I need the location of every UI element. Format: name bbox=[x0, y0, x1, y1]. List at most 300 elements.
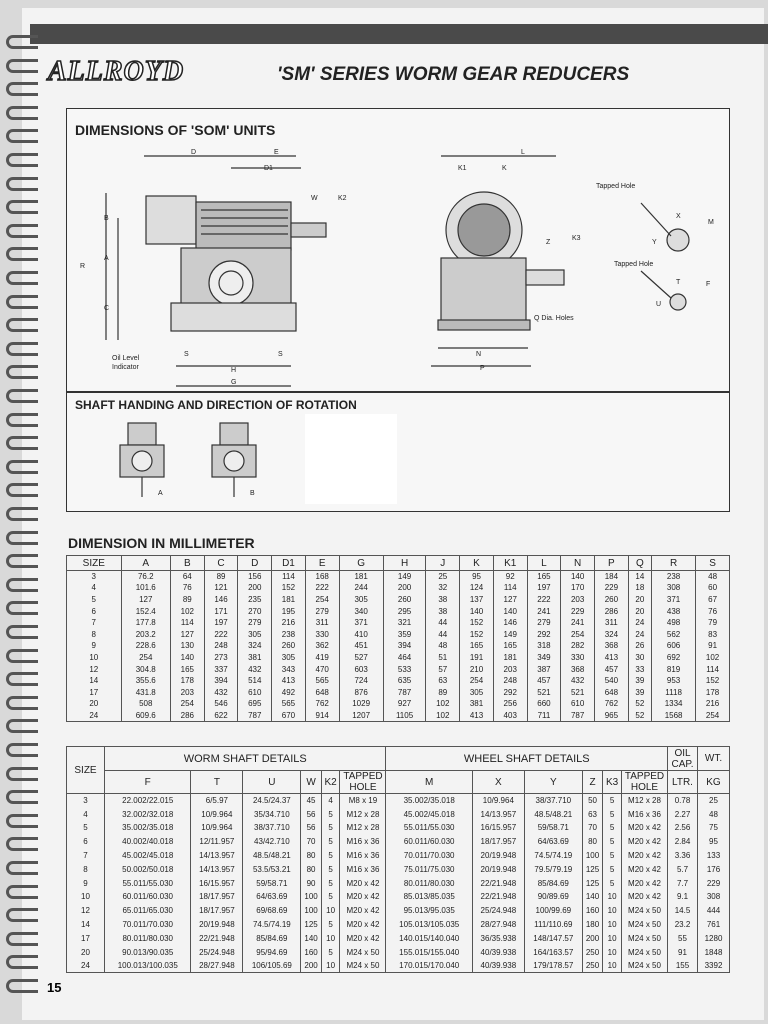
table-cell: 38 bbox=[426, 594, 460, 606]
table-cell: 222 bbox=[204, 628, 238, 640]
table-cell: 10 bbox=[603, 890, 622, 904]
table-cell: 279 bbox=[527, 617, 561, 629]
table-row bbox=[67, 698, 730, 710]
table-cell: 432 bbox=[561, 675, 595, 687]
table-cell: 305 bbox=[339, 594, 383, 606]
table-cell: 438 bbox=[652, 605, 696, 617]
table-cell: 197 bbox=[527, 582, 561, 594]
table-cell: 32.002/32.018 bbox=[105, 807, 191, 821]
table-cell: 10 bbox=[67, 890, 105, 904]
table-cell: 14 bbox=[67, 675, 122, 687]
table-cell: 22/21.948 bbox=[472, 876, 524, 890]
table-cell: 76.2 bbox=[121, 571, 170, 583]
table-cell: 55 bbox=[668, 931, 698, 945]
table-cell: 140 bbox=[170, 652, 204, 664]
table-cell: 250 bbox=[582, 945, 602, 959]
table-cell: 85/84.69 bbox=[524, 876, 582, 890]
binding-ring bbox=[6, 106, 38, 120]
table-cell: M24 x 50 bbox=[622, 959, 668, 973]
table-cell: 876 bbox=[339, 686, 383, 698]
table-cell: 203 bbox=[561, 594, 595, 606]
table-cell: 24.5/24.37 bbox=[243, 794, 301, 808]
label-f: F bbox=[706, 281, 711, 288]
table-cell: 180 bbox=[582, 918, 602, 932]
table-cell: 203.2 bbox=[121, 628, 170, 640]
table-cell: 171 bbox=[204, 605, 238, 617]
table-cell: 33 bbox=[628, 663, 651, 675]
oil-level-label: Oil Level bbox=[112, 355, 140, 362]
table-cell: M20 x 42 bbox=[340, 904, 386, 918]
table-cell: 178 bbox=[696, 686, 730, 698]
table-row bbox=[67, 640, 730, 652]
col-x: X bbox=[472, 771, 524, 794]
table-cell: 179/178.57 bbox=[524, 959, 582, 973]
table-cell: 28/27.948 bbox=[472, 918, 524, 932]
dim-col-header: C bbox=[204, 556, 238, 571]
table-cell: 5 bbox=[321, 945, 340, 959]
table-cell: 10 bbox=[321, 904, 340, 918]
table-row bbox=[67, 710, 730, 722]
table-cell: 8 bbox=[67, 628, 122, 640]
table-cell: 59/58.71 bbox=[524, 821, 582, 835]
table-row bbox=[67, 628, 730, 640]
table-row bbox=[67, 862, 730, 876]
table-cell: 286 bbox=[170, 710, 204, 722]
table-cell: 177.8 bbox=[121, 617, 170, 629]
table-row bbox=[67, 821, 730, 835]
table-cell: 9.1 bbox=[668, 890, 698, 904]
table-cell: 170 bbox=[561, 582, 595, 594]
table-cell: 18/17.957 bbox=[472, 835, 524, 849]
table-cell: 9 bbox=[67, 640, 122, 652]
table-cell: 610 bbox=[238, 686, 272, 698]
table-cell: 387 bbox=[527, 663, 561, 675]
table-cell: 762 bbox=[305, 698, 339, 710]
table-cell: 48 bbox=[698, 807, 730, 821]
table-cell: 92 bbox=[493, 571, 527, 583]
binding-ring bbox=[6, 129, 38, 143]
table-cell: 521 bbox=[527, 686, 561, 698]
brand-logo: ALLROYD bbox=[48, 56, 185, 87]
table-cell: 464 bbox=[383, 652, 426, 664]
table-cell: M12 x 28 bbox=[622, 794, 668, 808]
binding-ring bbox=[6, 625, 38, 639]
binding-ring bbox=[6, 365, 38, 379]
table-cell: 181 bbox=[493, 652, 527, 664]
table-cell: 432 bbox=[204, 686, 238, 698]
table-cell: 14 bbox=[67, 918, 105, 932]
table-cell: 20 bbox=[67, 945, 105, 959]
col-kg: KG bbox=[698, 771, 730, 794]
table-cell: 533 bbox=[383, 663, 426, 675]
table-cell: 311 bbox=[595, 617, 629, 629]
table-cell: 24 bbox=[67, 710, 122, 722]
table-cell: 5 bbox=[603, 794, 622, 808]
table-cell: 761 bbox=[698, 918, 730, 932]
table-cell: 6 bbox=[67, 605, 122, 617]
label-u: U bbox=[656, 301, 662, 308]
table-cell: 304.8 bbox=[121, 663, 170, 675]
table-cell: 431.8 bbox=[121, 686, 170, 698]
table-cell: 410 bbox=[339, 628, 383, 640]
table-row bbox=[67, 931, 730, 945]
table-cell: 203 bbox=[170, 686, 204, 698]
table-cell: 80.011/80.030 bbox=[105, 931, 191, 945]
table-cell: 254 bbox=[121, 652, 170, 664]
table-cell: 140 bbox=[561, 571, 595, 583]
table-cell: 457 bbox=[595, 663, 629, 675]
table-cell: 18/17.957 bbox=[191, 890, 243, 904]
table-cell: 5 bbox=[67, 594, 122, 606]
table-cell: 127 bbox=[493, 594, 527, 606]
table-cell: 124 bbox=[460, 582, 494, 594]
table-cell: 635 bbox=[383, 675, 426, 687]
table-cell: 90/89.69 bbox=[524, 890, 582, 904]
binding-ring bbox=[6, 200, 38, 214]
q-holes-label: Q Dia. Holes bbox=[534, 315, 574, 322]
table-cell: 164/163.57 bbox=[524, 945, 582, 959]
table-cell: 125 bbox=[301, 918, 321, 932]
table-cell: 70.011/70.030 bbox=[386, 849, 472, 863]
wt-header: WT. bbox=[698, 747, 730, 771]
binding-ring bbox=[6, 885, 38, 899]
table-cell: 195 bbox=[272, 605, 306, 617]
table-cell: 67 bbox=[696, 594, 730, 606]
table-cell: 5 bbox=[603, 849, 622, 863]
table-row bbox=[67, 876, 730, 890]
binding-ring bbox=[6, 767, 38, 781]
table-cell: 36/35.938 bbox=[472, 931, 524, 945]
col-t: T bbox=[191, 771, 243, 794]
table-cell: 787 bbox=[238, 710, 272, 722]
table-cell: 102 bbox=[696, 652, 730, 664]
table-cell: 91 bbox=[668, 945, 698, 959]
table-cell: 241 bbox=[561, 617, 595, 629]
table-cell: 10 bbox=[67, 652, 122, 664]
table-row bbox=[67, 594, 730, 606]
handing-label-b: B bbox=[250, 490, 255, 497]
table-cell: 130 bbox=[170, 640, 204, 652]
table-cell: 3392 bbox=[698, 959, 730, 973]
table-cell: 324 bbox=[238, 640, 272, 652]
label-m: M bbox=[708, 219, 714, 226]
binding-ring bbox=[6, 460, 38, 474]
table-row bbox=[67, 652, 730, 664]
label-k3: K3 bbox=[572, 235, 581, 242]
table-cell: 38/37.710 bbox=[243, 821, 301, 835]
blank-panel bbox=[305, 414, 397, 504]
binding-ring bbox=[6, 814, 38, 828]
table-cell: 305 bbox=[460, 686, 494, 698]
table-row bbox=[67, 794, 730, 808]
table-cell: 20/19.948 bbox=[191, 918, 243, 932]
table-cell: 52 bbox=[628, 698, 651, 710]
dim-col-header: Q bbox=[628, 556, 651, 571]
dim-col-header: K bbox=[460, 556, 494, 571]
table-cell: 20/19.948 bbox=[472, 862, 524, 876]
label-e: E bbox=[274, 149, 279, 156]
table-cell: 165 bbox=[460, 640, 494, 652]
table-cell: 241 bbox=[527, 605, 561, 617]
table-cell: 5 bbox=[321, 876, 340, 890]
table-cell: 238 bbox=[272, 628, 306, 640]
handing-label-a: A bbox=[158, 490, 163, 497]
label-g: G bbox=[231, 379, 237, 386]
table-cell: 65.011/65.030 bbox=[105, 904, 191, 918]
table-cell: 521 bbox=[561, 686, 595, 698]
table-cell: 100 bbox=[582, 849, 602, 863]
table-cell: 229 bbox=[698, 876, 730, 890]
binding-ring bbox=[6, 955, 38, 969]
table-cell: 152 bbox=[696, 675, 730, 687]
binding-ring bbox=[6, 153, 38, 167]
table-cell: 176 bbox=[698, 862, 730, 876]
table-cell: 56 bbox=[301, 821, 321, 835]
top-band bbox=[30, 24, 768, 44]
table-cell: 444 bbox=[698, 904, 730, 918]
table-cell: 787 bbox=[561, 710, 595, 722]
table-cell: 622 bbox=[204, 710, 238, 722]
table-cell: 371 bbox=[339, 617, 383, 629]
binding-ring bbox=[6, 837, 38, 851]
binding-ring bbox=[6, 271, 38, 285]
table-cell: 70 bbox=[582, 821, 602, 835]
table-cell: 170.015/170.040 bbox=[386, 959, 472, 973]
table-cell: 39 bbox=[628, 686, 651, 698]
table-cell: 254 bbox=[305, 594, 339, 606]
label-w: W bbox=[311, 195, 318, 202]
table-cell: 83 bbox=[696, 628, 730, 640]
col-worm-tapped: TAPPED HOLE bbox=[340, 771, 386, 794]
table-cell: 152.4 bbox=[121, 605, 170, 617]
table-cell: 308 bbox=[698, 890, 730, 904]
table-cell: 362 bbox=[305, 640, 339, 652]
binding-ring bbox=[6, 979, 38, 993]
table-cell: 14/13.957 bbox=[472, 807, 524, 821]
col-u: U bbox=[243, 771, 301, 794]
binding-ring bbox=[6, 672, 38, 686]
table-cell: 565 bbox=[272, 698, 306, 710]
table-cell: 4 bbox=[321, 794, 340, 808]
table-cell: 70.011/70.030 bbox=[105, 918, 191, 932]
table-cell: 340 bbox=[339, 605, 383, 617]
table-cell: 25/24.948 bbox=[472, 904, 524, 918]
table-cell: 80.011/80.030 bbox=[386, 876, 472, 890]
table-cell: 203 bbox=[493, 663, 527, 675]
col-f: F bbox=[105, 771, 191, 794]
table-cell: 121 bbox=[204, 582, 238, 594]
table-cell: 5 bbox=[321, 890, 340, 904]
table-cell: 5 bbox=[321, 862, 340, 876]
binding-ring bbox=[6, 861, 38, 875]
table-cell: 38/37.710 bbox=[524, 794, 582, 808]
table-cell: 133 bbox=[698, 849, 730, 863]
table-cell: 40.002/40.018 bbox=[105, 835, 191, 849]
table-cell: 32 bbox=[426, 582, 460, 594]
page-number: 15 bbox=[47, 980, 62, 995]
table-cell: 140 bbox=[582, 890, 602, 904]
table-row bbox=[67, 663, 730, 675]
table-cell: 4 bbox=[67, 807, 105, 821]
table-cell: 28/27.948 bbox=[191, 959, 243, 973]
table-row bbox=[67, 835, 730, 849]
table-cell: 5 bbox=[321, 835, 340, 849]
table-cell: 10 bbox=[321, 931, 340, 945]
table-cell: 12 bbox=[67, 663, 122, 675]
table-cell: 1280 bbox=[698, 931, 730, 945]
table-cell: 38 bbox=[426, 605, 460, 617]
table-cell: 18 bbox=[628, 582, 651, 594]
table-cell: 337 bbox=[204, 663, 238, 675]
label-r: R bbox=[80, 263, 86, 270]
table-cell: 76 bbox=[696, 605, 730, 617]
handing-drawings bbox=[100, 415, 300, 505]
table-cell: 403 bbox=[493, 710, 527, 722]
table-cell: 102 bbox=[426, 698, 460, 710]
binding-ring bbox=[6, 507, 38, 521]
table-cell: M24 x 50 bbox=[622, 945, 668, 959]
table-cell: 540 bbox=[595, 675, 629, 687]
table-cell: 4 bbox=[67, 582, 122, 594]
table-cell: 75.011/75.030 bbox=[386, 862, 472, 876]
table-cell: M20 x 42 bbox=[622, 890, 668, 904]
table-cell: 95.013/95.035 bbox=[386, 904, 472, 918]
table-cell: 20 bbox=[628, 605, 651, 617]
table-cell: 89 bbox=[426, 686, 460, 698]
label-k2: K2 bbox=[338, 195, 347, 202]
table-cell: 229 bbox=[595, 582, 629, 594]
table-cell: 39 bbox=[628, 675, 651, 687]
binding-ring bbox=[6, 483, 38, 497]
table-cell: 648 bbox=[305, 686, 339, 698]
table-cell: 100 bbox=[301, 904, 321, 918]
table-cell: 927 bbox=[383, 698, 426, 710]
table-cell: 184 bbox=[595, 571, 629, 583]
table-cell: 200 bbox=[301, 959, 321, 973]
dim-col-header: K1 bbox=[493, 556, 527, 571]
binding-ring bbox=[6, 932, 38, 946]
table-cell: M20 x 42 bbox=[622, 849, 668, 863]
table-cell: 56 bbox=[301, 807, 321, 821]
table-cell: 0.78 bbox=[668, 794, 698, 808]
table-cell: 59/58.71 bbox=[243, 876, 301, 890]
table-cell: 55.011/55.030 bbox=[386, 821, 472, 835]
worm-header: WORM SHAFT DETAILS bbox=[105, 747, 386, 771]
table-cell: 10 bbox=[603, 918, 622, 932]
table-cell: 74.5/74.19 bbox=[243, 918, 301, 932]
table-cell: 260 bbox=[383, 594, 426, 606]
table-cell: 330 bbox=[305, 628, 339, 640]
table-cell: 7.7 bbox=[668, 876, 698, 890]
table-cell: 16/15.957 bbox=[191, 876, 243, 890]
table-cell: 256 bbox=[493, 698, 527, 710]
table-cell: M12 x 28 bbox=[340, 821, 386, 835]
table-cell: 965 bbox=[595, 710, 629, 722]
table-cell: 1334 bbox=[652, 698, 696, 710]
table-cell: 228.6 bbox=[121, 640, 170, 652]
table-cell: 413 bbox=[272, 675, 306, 687]
table-cell: 111/110.69 bbox=[524, 918, 582, 932]
table-cell: 160 bbox=[582, 904, 602, 918]
table-cell: 25/24.948 bbox=[191, 945, 243, 959]
table-cell: 514 bbox=[238, 675, 272, 687]
table-cell: 140 bbox=[493, 605, 527, 617]
table-cell: 724 bbox=[339, 675, 383, 687]
table-cell: 114 bbox=[493, 582, 527, 594]
table-cell: 648 bbox=[595, 686, 629, 698]
table-cell: 52 bbox=[628, 710, 651, 722]
table-cell: 3.36 bbox=[668, 849, 698, 863]
table-cell: M12 x 28 bbox=[340, 807, 386, 821]
table-cell: 711 bbox=[527, 710, 561, 722]
table-cell: 140.015/140.040 bbox=[386, 931, 472, 945]
binding-ring bbox=[6, 35, 38, 49]
table-cell: 125 bbox=[582, 862, 602, 876]
table-cell: 1029 bbox=[339, 698, 383, 710]
table-cell: 10/9.964 bbox=[191, 807, 243, 821]
table-cell: 165 bbox=[493, 640, 527, 652]
table-row bbox=[67, 959, 730, 973]
dim-col-header: S bbox=[696, 556, 730, 571]
table-cell: 137 bbox=[460, 594, 494, 606]
table-cell: 30 bbox=[628, 652, 651, 664]
table-cell: 50 bbox=[582, 794, 602, 808]
table-cell: 10 bbox=[603, 931, 622, 945]
table-row bbox=[67, 571, 730, 583]
label-d: D bbox=[191, 149, 197, 156]
table-cell: 165 bbox=[170, 663, 204, 675]
table-cell: 91 bbox=[696, 640, 730, 652]
table-row bbox=[67, 904, 730, 918]
table-cell: 216 bbox=[272, 617, 306, 629]
table-cell: 57 bbox=[426, 663, 460, 675]
table-cell: 79.5/79.19 bbox=[524, 862, 582, 876]
table-cell: 5 bbox=[321, 918, 340, 932]
table-cell: 368 bbox=[561, 663, 595, 675]
table-cell: 18/17.957 bbox=[191, 904, 243, 918]
table-cell: 48 bbox=[696, 571, 730, 583]
table-cell: 95 bbox=[460, 571, 494, 583]
binding-ring bbox=[6, 247, 38, 261]
label-k: K bbox=[502, 165, 507, 172]
table-cell: 20/19.948 bbox=[472, 849, 524, 863]
table-cell: 343 bbox=[272, 663, 306, 675]
table-cell: 5 bbox=[321, 807, 340, 821]
table-cell: 146 bbox=[204, 594, 238, 606]
binding-ring bbox=[6, 601, 38, 615]
table-cell: 101.6 bbox=[121, 582, 170, 594]
table-cell: M20 x 42 bbox=[622, 835, 668, 849]
table-cell: 48.5/48.21 bbox=[524, 807, 582, 821]
table-cell: 413 bbox=[595, 652, 629, 664]
table-cell: 2.27 bbox=[668, 807, 698, 821]
table-cell: 10/9.964 bbox=[472, 794, 524, 808]
table-cell: 419 bbox=[305, 652, 339, 664]
table-cell: 155 bbox=[668, 959, 698, 973]
table-cell: 45.002/45.018 bbox=[105, 849, 191, 863]
table-cell: 44 bbox=[426, 617, 460, 629]
table-cell: 216 bbox=[696, 698, 730, 710]
table-cell: 286 bbox=[595, 605, 629, 617]
table-cell: 282 bbox=[561, 640, 595, 652]
table-cell: 457 bbox=[527, 675, 561, 687]
table-cell: 565 bbox=[305, 675, 339, 687]
table-cell: 235 bbox=[238, 594, 272, 606]
label-z: Z bbox=[546, 239, 551, 246]
table-cell: M20 x 42 bbox=[622, 821, 668, 835]
table-cell: 305 bbox=[238, 628, 272, 640]
label-a: A bbox=[104, 255, 109, 262]
